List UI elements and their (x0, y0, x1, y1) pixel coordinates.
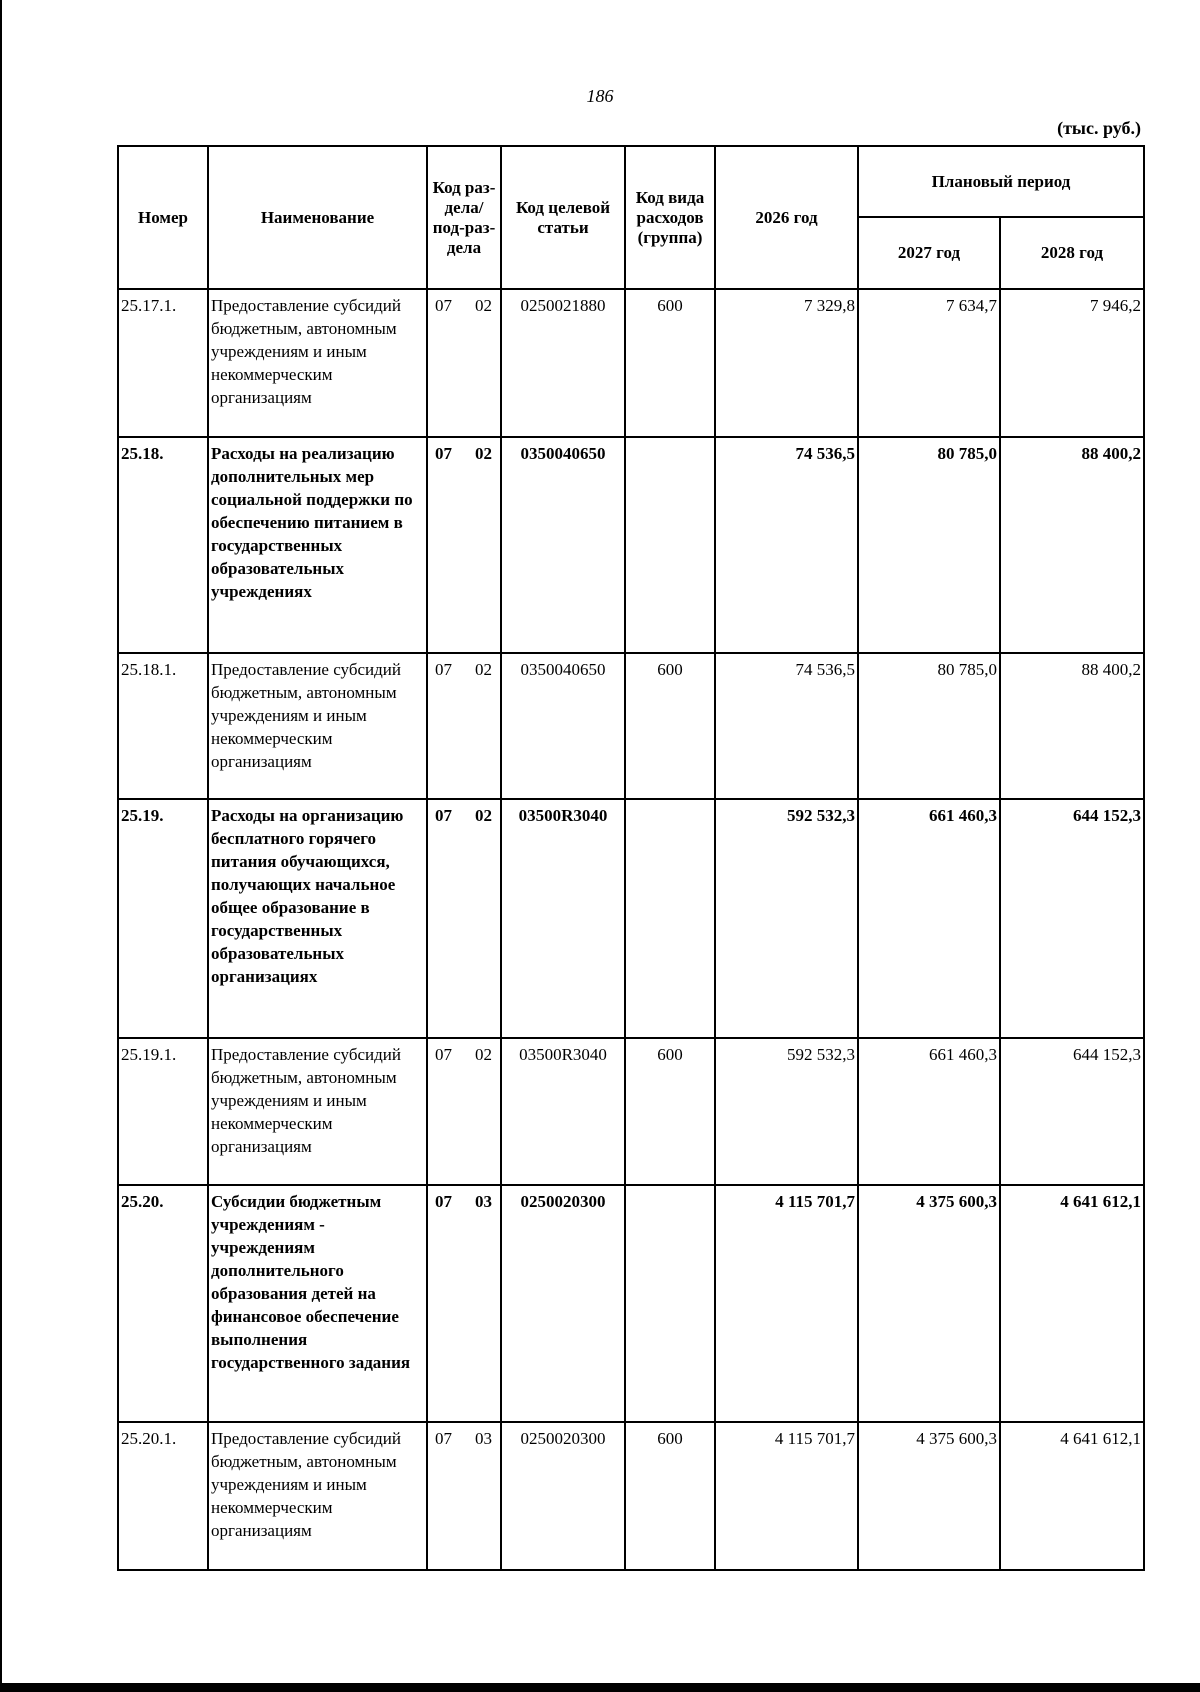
podrazdel-code: 02 (475, 1045, 492, 1064)
row-amount-2026: 74 536,5 (715, 653, 858, 799)
razdel-code: 07 (435, 296, 452, 315)
row-number: 25.19. (118, 799, 208, 1038)
row-section-code (427, 1185, 501, 1422)
row-section-code (427, 1422, 501, 1570)
row-number: 25.20.1. (118, 1422, 208, 1570)
header-number: Номер (118, 146, 208, 289)
row-number: 25.18.1. (118, 653, 208, 799)
row-name: Предоставление субсидий бюджетным, автономным учреждениям и иным некоммерческим организациям (208, 1422, 427, 1570)
row-number: 25.20. (118, 1185, 208, 1422)
row-target-code: 0350040650 (501, 653, 625, 799)
row-expense-type: 600 (625, 653, 715, 799)
table-row (118, 799, 1144, 1038)
row-amount-2028: 88 400,2 (1000, 437, 1144, 653)
row-amount-2027: 7 634,7 (858, 289, 1000, 437)
row-target-code: 0250020300 (501, 1422, 625, 1570)
row-section-code (427, 1038, 501, 1185)
page-border-bottom (0, 1683, 1200, 1692)
row-number: 25.17.1. (118, 289, 208, 437)
row-section-code (427, 289, 501, 437)
row-amount-2027: 661 460,3 (858, 1038, 1000, 1185)
row-amount-2026: 4 115 701,7 (715, 1422, 858, 1570)
row-amount-2028: 88 400,2 (1000, 653, 1144, 799)
row-expense-type: 600 (625, 1038, 715, 1185)
podrazdel-code: 02 (475, 660, 492, 679)
header-year-2026: 2026 год (715, 146, 858, 289)
row-amount-2027: 80 785,0 (858, 653, 1000, 799)
table-row (118, 1038, 1144, 1185)
units-label: (тыс. руб.) (1057, 118, 1141, 138)
podrazdel-code: 02 (475, 444, 492, 463)
row-name: Расходы на организацию бесплатного горячего питания обучающихся, получающих начальное общее образование в государственных образовательных организациях (208, 799, 427, 1038)
razdel-code: 07 (435, 1429, 452, 1448)
page-number: 186 (586, 86, 614, 106)
razdel-code: 07 (435, 1192, 452, 1211)
podrazdel-code: 03 (475, 1192, 492, 1211)
table-row (118, 1422, 1144, 1570)
row-amount-2026: 592 532,3 (715, 799, 858, 1038)
row-expense-type: 600 (625, 289, 715, 437)
row-amount-2027: 4 375 600,3 (858, 1422, 1000, 1570)
page-border-left (0, 0, 2, 1692)
row-amount-2026: 7 329,8 (715, 289, 858, 437)
header-section: Код раз-дела/ под-раз-дела (427, 146, 501, 289)
podrazdel-code: 02 (475, 296, 492, 315)
row-name: Расходы на реализацию дополнительных мер социальной поддержки по обеспечению питанием в государственных образовательных учреждениях (208, 437, 427, 653)
header-planned-period: Плановый период (858, 146, 1144, 217)
row-target-code: 03500R3040 (501, 799, 625, 1038)
row-name: Предоставление субсидий бюджетным, автономным учреждениям и иным некоммерческим организациям (208, 289, 427, 437)
row-number: 25.18. (118, 437, 208, 653)
row-amount-2027: 661 460,3 (858, 799, 1000, 1038)
header-year-2028: 2028 год (1000, 217, 1144, 289)
row-amount-2026: 592 532,3 (715, 1038, 858, 1185)
row-target-code: 03500R3040 (501, 1038, 625, 1185)
row-expense-type: 600 (625, 1422, 715, 1570)
row-section-code (427, 653, 501, 799)
row-target-code: 0250021880 (501, 289, 625, 437)
header-expense-type: Код вида расходов (группа) (625, 146, 715, 289)
row-section-code (427, 437, 501, 653)
podrazdel-code: 02 (475, 806, 492, 825)
razdel-code: 07 (435, 444, 452, 463)
row-name: Субсидии бюджетным учреждениям - учреждениям дополнительного образования детей на финансовое обеспечение выполнения государственного задания (208, 1185, 427, 1422)
podrazdel-code: 03 (475, 1429, 492, 1448)
row-expense-type (625, 437, 715, 653)
row-section-code (427, 799, 501, 1038)
header-year-2027: 2027 год (858, 217, 1000, 289)
table-row (118, 289, 1144, 437)
razdel-code: 07 (435, 660, 452, 679)
row-amount-2028: 7 946,2 (1000, 289, 1144, 437)
row-target-code: 0350040650 (501, 437, 625, 653)
row-expense-type (625, 799, 715, 1038)
row-amount-2026: 4 115 701,7 (715, 1185, 858, 1422)
header-name: Наименование (208, 146, 427, 289)
row-amount-2027: 80 785,0 (858, 437, 1000, 653)
row-amount-2026: 74 536,5 (715, 437, 858, 653)
header-target: Код целевой статьи (501, 146, 625, 289)
razdel-code: 07 (435, 1045, 452, 1064)
row-amount-2028: 4 641 612,1 (1000, 1185, 1144, 1422)
row-amount-2028: 644 152,3 (1000, 1038, 1144, 1185)
table-row (118, 437, 1144, 653)
row-name: Предоставление субсидий бюджетным, автономным учреждениям и иным некоммерческим организациям (208, 1038, 427, 1185)
row-amount-2028: 644 152,3 (1000, 799, 1144, 1038)
row-expense-type (625, 1185, 715, 1422)
row-target-code: 0250020300 (501, 1185, 625, 1422)
table-row (118, 1185, 1144, 1422)
razdel-code: 07 (435, 806, 452, 825)
row-amount-2027: 4 375 600,3 (858, 1185, 1000, 1422)
row-number: 25.19.1. (118, 1038, 208, 1185)
row-amount-2028: 4 641 612,1 (1000, 1422, 1144, 1570)
row-name: Предоставление субсидий бюджетным, автономным учреждениям и иным некоммерческим организациям (208, 653, 427, 799)
budget-table (117, 145, 1145, 1571)
table-row (118, 653, 1144, 799)
